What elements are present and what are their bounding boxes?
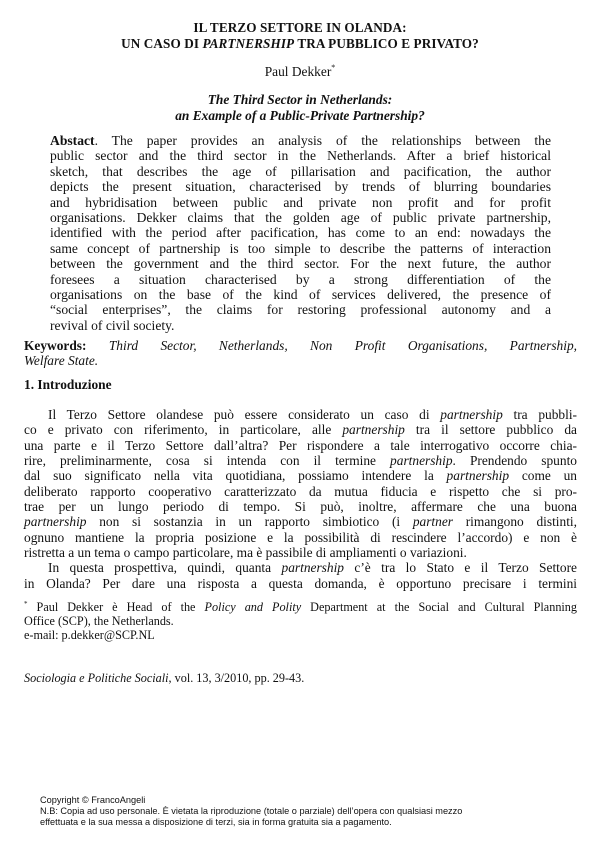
author-name: Paul Dekker* [264,63,336,79]
body-text: Il Terzo Settore olandese può essere considerato un caso di partnership tra pubbli- co e privato con riferimento, in particolare, alle partnership tra il settore pubblico da una parte e il Terzo Settore dall’altra? Per rispondere a tale interrogativo occorre chia- rire, preliminarmente, cosa si intenda con il termine partnership. Prendendo spunto dal suo significato nella vita quotidiana, possiamo intendere la partnership come un deliberato rapporto cooperativo caratterizzato da mutua fiducia e rispetto che si pro- trae per un lungo periodo di tempo. Si può, inoltre, affermare che una buona partnership non si sostanzia in un rapporto simbiotico (i partner rimangono distinti, ognuno mantiene la propria posizione e la possibilità di rescindere l’accordo) e non è ristretta a un tema o campo particolare, ma è passibile di ampliamenti o variazioni. In questa prospettiva, quindi, quanta partnership c’è tra lo Stato e il Terzo Settore in Olanda? Per dare una risposta a questa domanda, è opportuno precisare i termini [24,407,577,591]
section-heading: 1. Introduzione [24,377,112,392]
author-footnote-marker: * [331,63,336,72]
title-line-2: UN CASO DI PARTNERSHIP TRA PUBBLICO E PRIVATO? [121,35,479,51]
title-italic-word: PARTNERSHIP [202,35,295,51]
english-title: The Third Sector in Netherlands: an Example of a Public-Private Partnership? [175,92,425,123]
footnote-marker: * [24,600,28,608]
title-line-1: IL TERZO SETTORE IN OLANDA: [193,20,407,35]
author-footnote: * Paul Dekker è Head of the Policy and Polity Department at the Social and Cultural Planning Office (SCP), the Netherlands. e-mail: p.dekker@SCP.NL [24,600,577,642]
abstract: Abstact. The paper provides an analysis of the relationships between the public sector and the third sector in the Netherlands. After a brief historical sketch, that describes the age of pillarisation and pacification, the author depicts the present situation, characterised by trends of blurring boundaries and hybridisation between public and private non profit and for profit organisations. Dekker claims that the golden age of public private partnership, identified with the period after pacification, has come to an end: nowadays the same concept of partnership is too simple to describe the patterns of interaction between the government and the third sector. For the next future, the author foresees a situation characterised by a strong differentiation of the organisations on the base of the kind of services delivered, the presence of “social enterprises”, the claims for restoring professional autonomy and a revival of civil society. [50,133,551,333]
journal-name: Sociologia e Politiche Sociali [24,671,169,685]
keywords-label: Keywords: [24,338,87,353]
journal-citation: Sociologia e Politiche Sociali, vol. 13, 3/2010, pp. 29-43. [24,671,305,685]
author-email: e-mail: p.dekker@SCP.NL [24,628,155,642]
abstract-label: Abstact [50,133,95,148]
copyright-notice: Copyright © FrancoAngeli N.B: Copia ad uso personale. È vietata la riproduzione (totale o parziale) dell’opera con qualsiasi mezzo effettuata e la sua messa a disposizione di terzi, sia in forma gratuita sia a pagamento. [40,795,463,827]
keywords: Keywords: Third Sector, Netherlands, Non Profit Organisations, Partnership, Welfare State. [24,338,577,369]
paper-title [0,20,600,51]
